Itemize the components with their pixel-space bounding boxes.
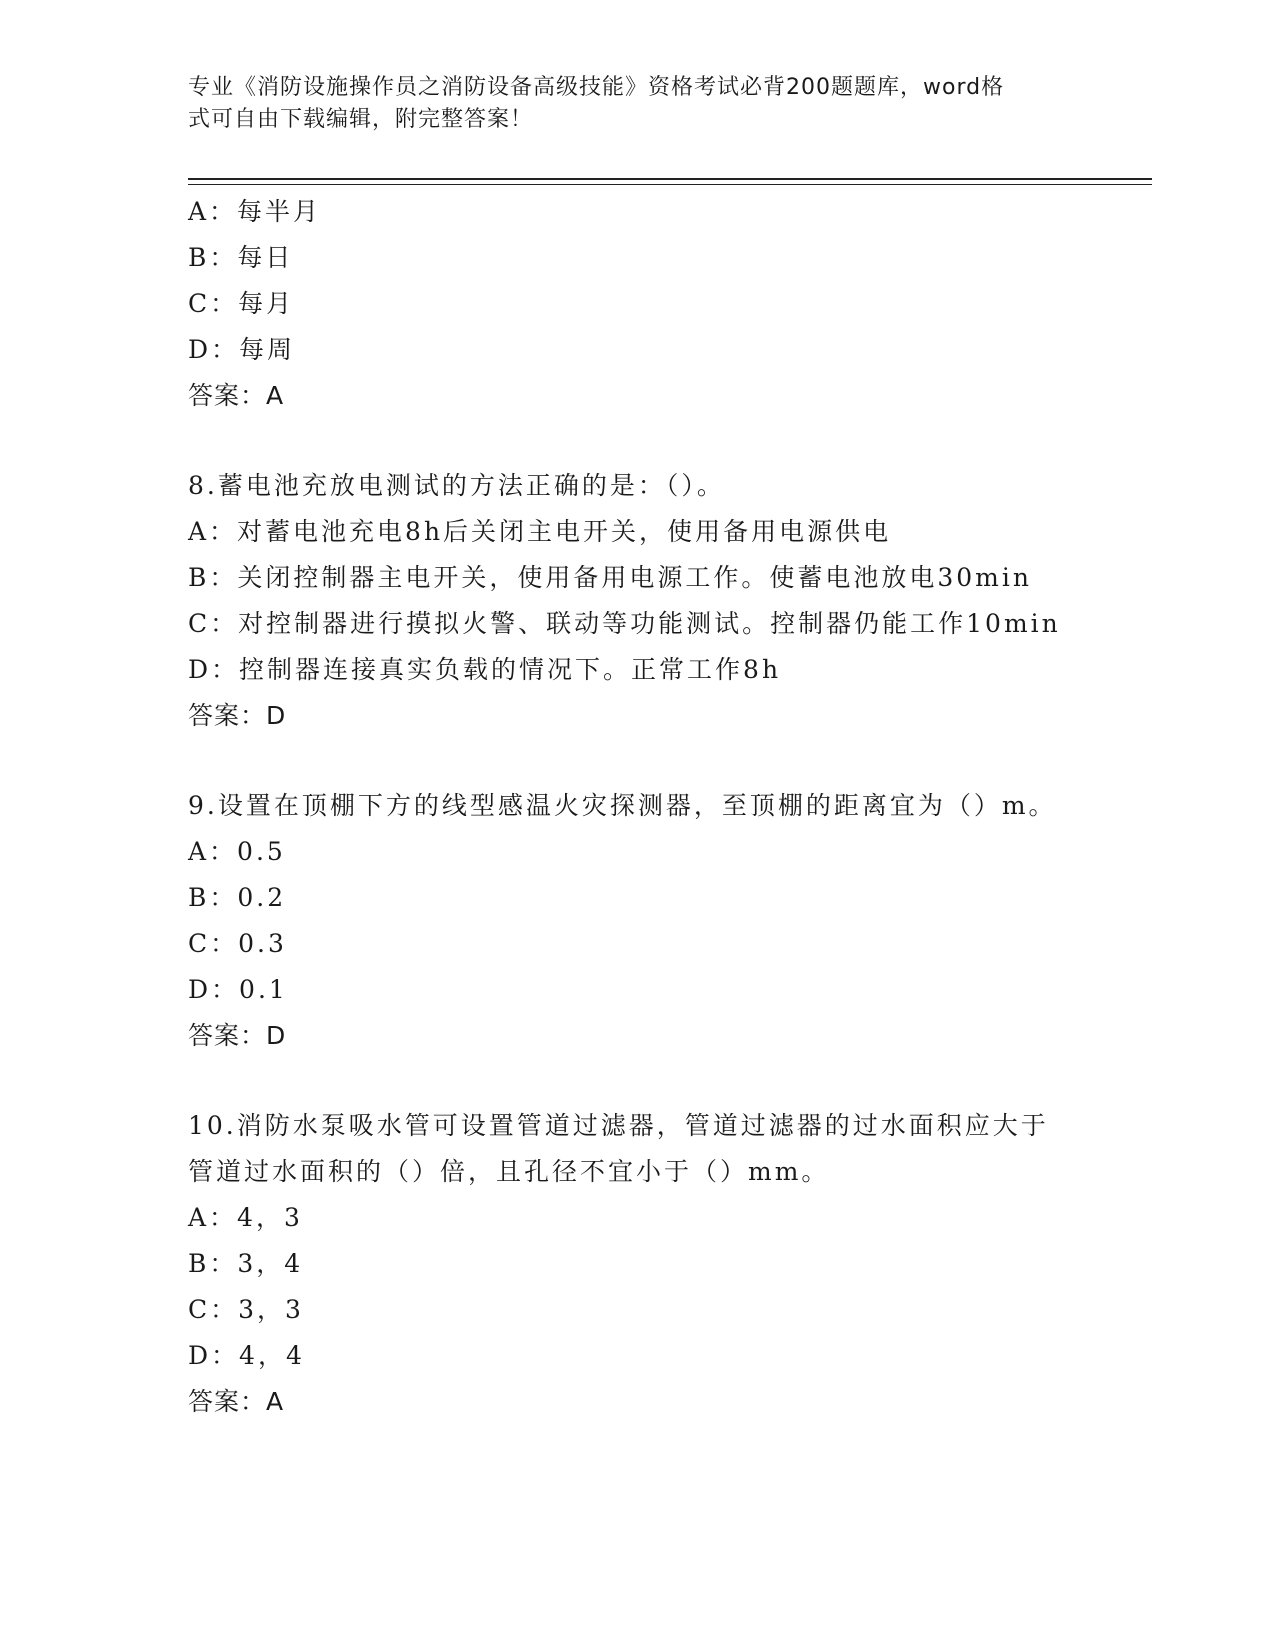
option-a: A：4，3 xyxy=(188,1203,303,1232)
option-d: D：控制器连接真实负载的情况下。正常工作8h xyxy=(188,655,782,684)
option-c: C：对控制器进行摸拟火警、联动等功能测试。控制器仍能工作10min xyxy=(188,609,1061,638)
answer-line: 答案：A xyxy=(188,381,285,410)
header-line-2: 式可自由下载编辑，附完整答案！ xyxy=(188,107,534,132)
option-a: A：0.5 xyxy=(188,837,286,866)
answer-line: 答案：D xyxy=(188,1021,287,1050)
header-line-1: 专业《消防设施操作员之消防设备高级技能》资格考试必背200题题库，word格 xyxy=(188,75,1005,100)
question-block-9 xyxy=(188,783,1088,1059)
option-a: A：每半月 xyxy=(188,197,322,226)
question-stem-line-2: 管道过水面积的（）倍，且孔径不宜小于（）mm。 xyxy=(188,1157,830,1186)
option-b: B：关闭控制器主电开关，使用备用电源工作。使蓄电池放电30min xyxy=(188,563,1032,592)
option-b: B：每日 xyxy=(188,243,294,272)
option-d: D：每周 xyxy=(188,335,296,364)
option-b: B：0.2 xyxy=(188,883,287,912)
header-divider-thick xyxy=(188,178,1152,180)
answer-line: 答案：D xyxy=(188,701,287,730)
question-block-10 xyxy=(188,1103,1088,1425)
question-stem: 8.蓄电池充放电测试的方法正确的是：（）。 xyxy=(188,471,725,500)
option-d: D：4，4 xyxy=(188,1341,305,1370)
header-divider-thin xyxy=(188,184,1152,185)
question-list xyxy=(188,189,1088,1425)
question-block-8 xyxy=(188,463,1088,739)
option-d: D：0.1 xyxy=(188,975,288,1004)
option-c: C：0.3 xyxy=(188,929,287,958)
option-c: C：3，3 xyxy=(188,1295,304,1324)
option-a: A：对蓄电池充电8h后关闭主电开关，使用备用电源供电 xyxy=(188,517,892,546)
document-header xyxy=(188,72,1068,136)
question-stem: 9.设置在顶棚下方的线型感温火灾探测器，至顶棚的距离宜为（）m。 xyxy=(188,791,1057,820)
question-block-7 xyxy=(188,189,1088,419)
question-stem-line-1: 10.消防水泵吸水管可设置管道过滤器，管道过滤器的过水面积应大于 xyxy=(188,1111,1049,1140)
option-c: C：每月 xyxy=(188,289,295,318)
option-b: B：3，4 xyxy=(188,1249,304,1278)
answer-line: 答案：A xyxy=(188,1387,285,1416)
